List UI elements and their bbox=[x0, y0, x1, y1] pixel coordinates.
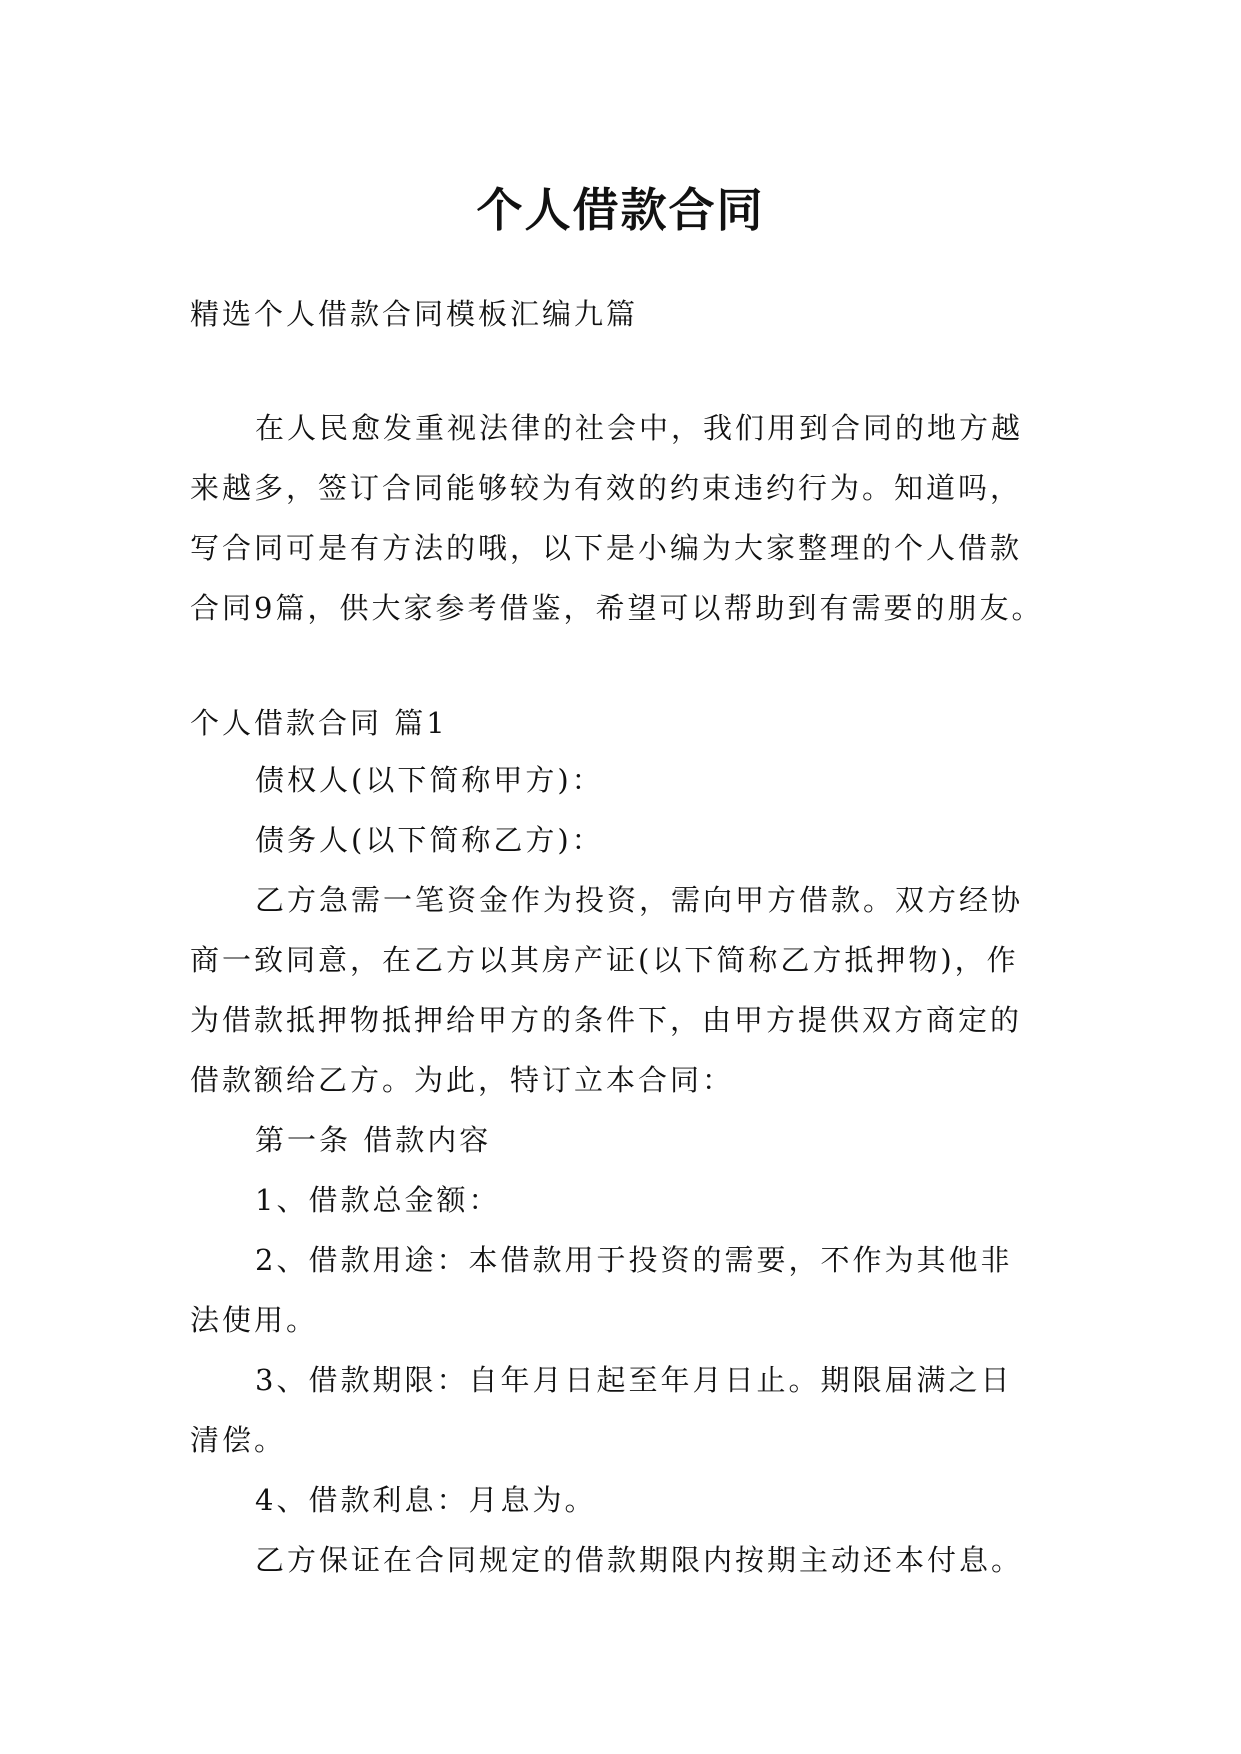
clause-line: 3、借款期限：自年月日起至年月日止。期限届满之日 bbox=[255, 1363, 1013, 1397]
contract-body bbox=[190, 750, 1050, 1590]
body-line: 乙方急需一笔资金作为投资，需向甲方借款。双方经协 bbox=[255, 883, 1024, 917]
body-line: 借款额给乙方。为此，特订立本合同： bbox=[190, 1063, 735, 1097]
body-line: 商一致同意，在乙方以其房产证(以下简称乙方抵押物)，作 bbox=[190, 943, 1019, 977]
body-line: 为借款抵押物抵押给甲方的条件下，由甲方提供双方商定的 bbox=[190, 1003, 1023, 1037]
intro-line: 在人民愈发重视法律的社会中，我们用到合同的地方越 bbox=[255, 411, 1024, 445]
clause-line: 法使用。 bbox=[190, 1303, 319, 1337]
intro-paragraph bbox=[190, 398, 1050, 638]
clause-line: 2、借款用途：本借款用于投资的需要，不作为其他非 bbox=[255, 1243, 1013, 1277]
document-title: 个人借款合同 bbox=[476, 182, 765, 237]
clause-line: 清偿。 bbox=[190, 1423, 287, 1457]
clause-line: 1、借款总金额： bbox=[255, 1183, 501, 1217]
document-subtitle: 精选个人借款合同模板汇编九篇 bbox=[190, 297, 639, 331]
clause-line: 4、借款利息：月息为。 bbox=[255, 1483, 597, 1517]
debtor-line: 债务人(以下简称乙方)： bbox=[255, 823, 604, 857]
clause-line: 乙方保证在合同规定的借款期限内按期主动还本付息。 bbox=[255, 1543, 1024, 1577]
intro-line: 写合同可是有方法的哦，以下是小编为大家整理的个人借款 bbox=[190, 531, 1023, 565]
section-heading: 个人借款合同 篇1 bbox=[190, 706, 448, 740]
creditor-line: 债权人(以下简称甲方)： bbox=[255, 763, 604, 797]
intro-line: 来越多，签订合同能够较为有效的约束违约行为。知道吗， bbox=[190, 471, 1023, 505]
article-heading: 第一条 借款内容 bbox=[255, 1123, 492, 1157]
intro-line: 合同9篇，供大家参考借鉴，希望可以帮助到有需要的朋友。 bbox=[190, 591, 1044, 625]
